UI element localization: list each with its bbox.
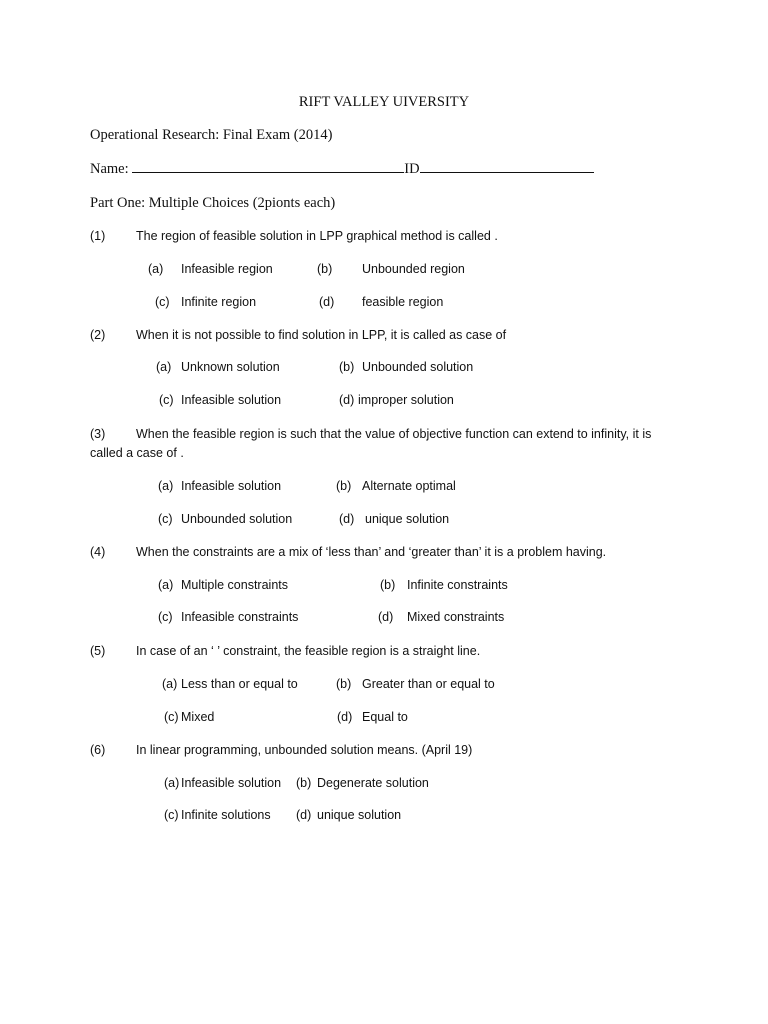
option-letter: (a) [148,262,164,276]
option-text: unique solution [365,512,450,526]
question-number: (5) [90,644,106,658]
option-letter: (c) [158,512,173,526]
option-letter: (a) [162,677,178,691]
question-text: The region of feasible solution in LPP graphical method is called . [136,229,498,243]
option-letter: (c) [159,393,174,407]
id-label: ID [404,161,420,177]
option-letter: (c) [158,610,173,624]
question-text: When the constraints are a mix of ‘less than’ and ‘greater than’ it is a problem having. [136,545,607,559]
option-text: Unbounded region [362,262,465,276]
option-text: Multiple constraints [181,578,288,592]
option-text: Greater than or equal to [362,677,495,691]
question-number: (4) [90,545,106,559]
option-letter: (d) [319,295,335,309]
question-text-continued: called a case of . [90,446,184,460]
option-letter: (b) [317,262,333,276]
name-label: Name: [90,161,129,177]
option-text: Less than or equal to [181,677,298,691]
option-letter: (d) [339,512,355,526]
question-text: When the feasible region is such that the value of objective function can extend to infinity, it is [136,427,652,441]
option-letter: (b) [339,360,355,374]
question-number: (2) [90,328,106,342]
option-text: unique solution [317,808,402,822]
option-text: Alternate optimal [362,479,456,493]
question-text: In case of an ‘ ’ constraint, the feasible region is a straight line. [136,644,481,658]
option-text: Infinite solutions [181,808,271,822]
option-letter: (c) [164,808,179,822]
question-number: (1) [90,229,106,243]
name-blank [132,160,404,173]
option-text: Unbounded solution [181,512,293,526]
option-letter: (c) [164,710,179,724]
option-letter: (d) [296,808,312,822]
option-text: Infinite region [181,295,257,309]
university-title: RIFT VALLEY UIVERSITY [298,94,470,110]
option-text: Mixed constraints [407,610,505,624]
option-text: Equal to [362,710,408,724]
option-text: improper solution [358,393,454,407]
option-letter: (a) [164,776,180,790]
option-letter: (b) [380,578,396,592]
question-text: In linear programming, unbounded solution means. (April 19) [136,743,473,757]
option-text: Infinite constraints [407,578,508,592]
question-number: (3) [90,427,106,441]
option-text: Unknown solution [181,360,280,374]
name-id-line [90,160,594,178]
option-text: Infeasible constraints [181,610,299,624]
option-letter: (a) [158,578,174,592]
option-letter: (d) [339,393,355,407]
option-letter: (a) [156,360,172,374]
option-letter: (b) [296,776,312,790]
option-text: Infeasible solution [181,393,282,407]
option-text: Infeasible solution [181,479,282,493]
option-letter: (d) [378,610,394,624]
option-text: Infeasible solution [181,776,282,790]
id-blank [420,160,594,173]
option-text: Degenerate solution [317,776,429,790]
section-title: Part One: Multiple Choices (2pionts each) [90,195,336,211]
option-letter: (c) [155,295,170,309]
option-letter: (d) [337,710,353,724]
option-letter: (b) [336,479,352,493]
option-letter: (b) [336,677,352,691]
option-text: Infeasible region [181,262,273,276]
option-text: feasible region [362,295,444,309]
option-letter: (a) [158,479,174,493]
question-number: (6) [90,743,106,757]
exam-title: Operational Research: Final Exam (2014) [90,127,333,143]
question-text: When it is not possible to find solution in LPP, it is called as case of [136,328,507,342]
option-text: Mixed [181,710,215,724]
option-text: Unbounded solution [362,360,474,374]
